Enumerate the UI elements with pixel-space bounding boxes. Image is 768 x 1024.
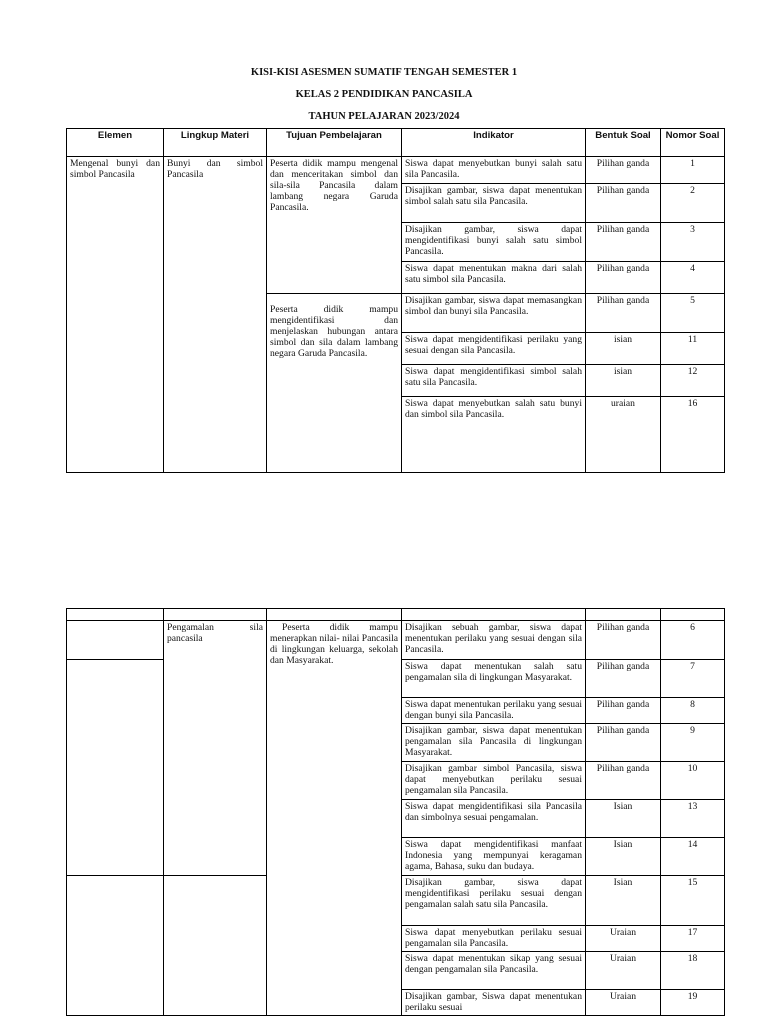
indikator-cell: Siswa dapat menentukan makna dari salah satu simbol sila Pancasila. — [402, 262, 586, 294]
header-nomor-soal: Nomor Soal — [661, 129, 725, 157]
bentuk-soal-cell: Pilihan ganda — [586, 157, 661, 184]
lingkup-materi-cell: Bunyi dan simbol Pancasila — [164, 157, 267, 473]
bentuk-soal-cell: Pilihan ganda — [586, 621, 661, 660]
indikator-cell: Siswa dapat menyebutkan salah satu bunyi dan simbol sila Pancasila. — [402, 397, 586, 473]
title-line-1: KISI-KISI ASESMEN SUMATIF TENGAH SEMESTER 1 — [250, 67, 518, 78]
nomor-soal-cell: 10 — [661, 762, 725, 800]
header-lingkup-materi: Lingkup Materi — [164, 129, 267, 157]
nomor-soal-cell: 8 — [661, 698, 725, 724]
nomor-soal-cell: 5 — [661, 294, 725, 333]
indikator-cell: Siswa dapat menentukan salah satu pengamalan sila di lingkungan Masyarakat. — [402, 660, 586, 698]
document-title — [0, 62, 768, 128]
header-bentuk-soal: Bentuk Soal — [586, 129, 661, 157]
indikator-cell: Siswa dapat mengidentifikasi sila Pancasila dan simbolnya sesuai pengamalan. — [402, 800, 586, 838]
bentuk-soal-cell: isian — [586, 333, 661, 365]
table-header-row-empty — [67, 609, 725, 621]
title-line-2: KELAS 2 PENDIDIKAN PANCASILA — [295, 89, 473, 100]
indikator-cell: Siswa dapat mengidentifikasi manfaat Indonesia yang mempunyai keragaman agama, Bahasa, suku dan budaya. — [402, 838, 586, 876]
lingkup-materi-cell: Pengamalan sila pancasila — [164, 621, 267, 876]
nomor-soal-cell: 18 — [661, 952, 725, 990]
header-indikator: Indikator — [402, 129, 586, 157]
table-row — [67, 157, 725, 184]
table-row — [67, 621, 725, 660]
nomor-soal-cell: 2 — [661, 184, 725, 223]
header-elemen: Elemen — [67, 129, 164, 157]
nomor-soal-cell: 7 — [661, 660, 725, 698]
nomor-soal-cell: 19 — [661, 990, 725, 1016]
empty-cell — [661, 609, 725, 621]
nomor-soal-cell: 11 — [661, 333, 725, 365]
bentuk-soal-cell: Pilihan ganda — [586, 294, 661, 333]
nomor-soal-cell: 1 — [661, 157, 725, 184]
indikator-cell: Siswa dapat menyebutkan perilaku sesuai pengamalan sila Pancasila. — [402, 926, 586, 952]
elemen-cell: Mengenal bunyi dan simbol Pancasila — [67, 157, 164, 473]
indikator-cell: Disajikan sebuah gambar, siswa dapat menentukan perilaku yang sesuai dengan sila Pancasila. — [402, 621, 586, 660]
bentuk-soal-cell: Pilihan ganda — [586, 724, 661, 762]
indikator-cell: Disajikan gambar simbol Pancasila, siswa dapat menyebutkan perilaku sesuai pengamalan sila Pancasila. — [402, 762, 586, 800]
table-header-row — [67, 129, 725, 157]
bentuk-soal-cell: Pilihan ganda — [586, 184, 661, 223]
indikator-cell: Disajikan gambar, siswa dapat memasangkan simbol dan bunyi sila Pancasila. — [402, 294, 586, 333]
header-tujuan-pembelajaran: Tujuan Pembelajaran — [267, 129, 402, 157]
empty-cell — [586, 609, 661, 621]
empty-cell — [164, 609, 267, 621]
nomor-soal-cell: 13 — [661, 800, 725, 838]
tujuan-pembelajaran-cell-1: Peserta didik mampu mengenal dan menceritakan simbol dan sila-sila Pancasila dalam lambang negara Garuda Pancasila. — [267, 157, 402, 294]
bentuk-soal-cell: Uraian — [586, 926, 661, 952]
title-line-3: TAHUN PELAJARAN 2023/2024 — [308, 111, 460, 122]
nomor-soal-cell: 6 — [661, 621, 725, 660]
bentuk-soal-cell: Uraian — [586, 952, 661, 990]
tujuan-pembelajaran-cell-2: Peserta didik mampu mengidentifikasi dan menjelaskan hubungan antara simbol dan sila dalam lambang negara Garuda Pancasila. — [267, 294, 402, 473]
elemen-cell-empty — [67, 621, 164, 660]
indikator-cell: Siswa dapat mengidentifikasi simbol salah satu sila Pancasila. — [402, 365, 586, 397]
indikator-cell: Siswa dapat menentukan sikap yang sesuai dengan pengamalan sila Pancasila. — [402, 952, 586, 990]
nomor-soal-cell: 9 — [661, 724, 725, 762]
empty-cell — [67, 609, 164, 621]
bentuk-soal-cell: Isian — [586, 876, 661, 926]
indikator-cell: Disajikan gambar, siswa dapat mengidentifikasi bunyi salah satu simbol Pancasila. — [402, 223, 586, 262]
indikator-cell: Disajikan gambar, Siswa dapat menentukan perilaku sesuai — [402, 990, 586, 1016]
indikator-cell: Disajikan gambar, siswa dapat menentukan simbol salah satu sila Pancasila. — [402, 184, 586, 223]
nomor-soal-cell: 16 — [661, 397, 725, 473]
indikator-cell: Disajikan gambar, siswa dapat mengidentifikasi perilaku sesuai dengan pengamalan salah satu sila Pancasila. — [402, 876, 586, 926]
bentuk-soal-cell: Isian — [586, 838, 661, 876]
kisi-kisi-table-page-1 — [66, 128, 725, 473]
lingkup-materi-cell-empty — [164, 876, 267, 1016]
nomor-soal-cell: 4 — [661, 262, 725, 294]
indikator-cell: Siswa dapat mengidentifikasi perilaku yang sesuai dengan sila Pancasila. — [402, 333, 586, 365]
bentuk-soal-cell: Pilihan ganda — [586, 762, 661, 800]
tujuan-pembelajaran-cell: Peserta didik mampu menerapkan nilai- nilai Pancasila di lingkungan keluarga, sekolah dan Masyarakat. — [267, 621, 402, 1016]
nomor-soal-cell: 3 — [661, 223, 725, 262]
bentuk-soal-cell: uraian — [586, 397, 661, 473]
kisi-kisi-table-page-2 — [66, 608, 725, 1016]
elemen-cell-empty — [67, 660, 164, 876]
nomor-soal-cell: 12 — [661, 365, 725, 397]
bentuk-soal-cell: Pilihan ganda — [586, 698, 661, 724]
nomor-soal-cell: 15 — [661, 876, 725, 926]
indikator-cell: Siswa dapat menentukan perilaku yang sesuai dengan bunyi sila Pancasila. — [402, 698, 586, 724]
bentuk-soal-cell: Uraian — [586, 990, 661, 1016]
bentuk-soal-cell: isian — [586, 365, 661, 397]
elemen-cell-empty — [67, 876, 164, 1016]
indikator-cell: Disajikan gambar, siswa dapat menentukan pengamalan sila Pancasila di lingkungan Masyarakat. — [402, 724, 586, 762]
bentuk-soal-cell: Pilihan ganda — [586, 660, 661, 698]
bentuk-soal-cell: Pilihan ganda — [586, 262, 661, 294]
empty-cell — [402, 609, 586, 621]
nomor-soal-cell: 17 — [661, 926, 725, 952]
indikator-cell: Siswa dapat menyebutkan bunyi salah satu sila Pancasila. — [402, 157, 586, 184]
empty-cell — [267, 609, 402, 621]
bentuk-soal-cell: Pilihan ganda — [586, 223, 661, 262]
nomor-soal-cell: 14 — [661, 838, 725, 876]
bentuk-soal-cell: Isian — [586, 800, 661, 838]
